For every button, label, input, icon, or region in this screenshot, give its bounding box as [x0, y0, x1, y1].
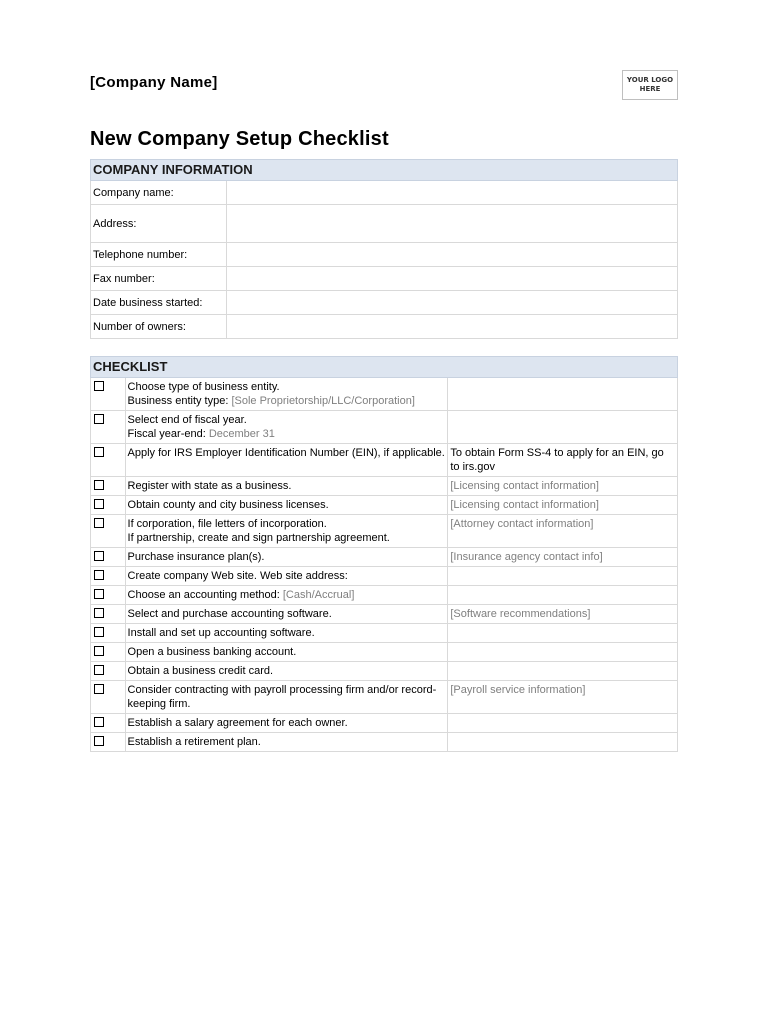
task-text: Consider contracting with payroll processing firm and/or record-keeping firm.	[127, 684, 437, 710]
task-detail-label: If partnership, create and sign partnership agreement.	[127, 532, 390, 544]
task-line	[128, 550, 446, 564]
task-line	[128, 446, 446, 460]
task-placeholder-text[interactable]: [Cash/Accrual]	[282, 589, 355, 601]
checkbox-cell	[91, 643, 126, 662]
task-cell	[125, 586, 448, 605]
checkbox-cell	[91, 714, 126, 733]
checkbox-cell	[91, 662, 126, 681]
checklist-row	[91, 586, 678, 605]
checkbox-cell	[91, 444, 126, 477]
checklist-section-title: CHECKLIST	[91, 357, 678, 378]
task-cell	[125, 681, 448, 714]
task-checkbox[interactable]	[94, 717, 104, 727]
checklist-row	[91, 643, 678, 662]
company-info-value-field[interactable]	[227, 267, 678, 291]
checklist-row	[91, 411, 678, 444]
task-cell	[125, 496, 448, 515]
company-info-row	[91, 315, 678, 339]
company-info-row	[91, 181, 678, 205]
task-checkbox[interactable]	[94, 608, 104, 618]
task-line	[128, 607, 446, 621]
company-info-label: Telephone number:	[91, 243, 227, 267]
company-info-row	[91, 205, 678, 243]
company-name-heading[interactable]: [Company Name]	[90, 74, 218, 91]
checkbox-cell	[91, 681, 126, 714]
task-text: Select end of fiscal year.	[127, 414, 247, 426]
task-text: Choose an accounting method:	[127, 589, 280, 601]
checklist-row	[91, 567, 678, 586]
checkbox-cell	[91, 515, 126, 548]
checkbox-cell	[91, 624, 126, 643]
task-line	[128, 664, 446, 678]
task-detail-value[interactable]: December 31	[208, 428, 275, 440]
task-cell	[125, 477, 448, 496]
task-note-cell[interactable]	[448, 714, 678, 733]
task-cell	[125, 714, 448, 733]
checklist-row	[91, 548, 678, 567]
company-info-row	[91, 291, 678, 315]
task-note-cell[interactable]	[448, 643, 678, 662]
checklist-row	[91, 496, 678, 515]
task-cell	[125, 643, 448, 662]
task-line	[128, 588, 446, 602]
task-cell	[125, 624, 448, 643]
checklist-row	[91, 714, 678, 733]
task-text: Establish a retirement plan.	[127, 736, 261, 748]
task-text: Choose type of business entity.	[127, 381, 280, 393]
checklist-row	[91, 733, 678, 752]
task-checkbox[interactable]	[94, 684, 104, 694]
company-info-label: Address:	[91, 205, 227, 243]
document-header	[90, 70, 678, 108]
task-note-cell[interactable]	[448, 586, 678, 605]
task-line	[128, 569, 446, 583]
task-text: Install and set up accounting software.	[127, 627, 315, 639]
company-info-label: Number of owners:	[91, 315, 227, 339]
checklist-row	[91, 477, 678, 496]
task-checkbox[interactable]	[94, 570, 104, 580]
checklist-row	[91, 605, 678, 624]
task-note-cell[interactable]	[448, 624, 678, 643]
task-detail-label: Business entity type:	[127, 395, 229, 407]
task-line	[128, 413, 446, 427]
checklist-row	[91, 662, 678, 681]
task-note-cell[interactable]	[448, 411, 678, 444]
task-checkbox[interactable]	[94, 480, 104, 490]
task-note-cell[interactable]: [Payroll service information]	[448, 681, 678, 714]
task-line	[128, 716, 446, 730]
task-note-cell[interactable]: [Licensing contact information]	[448, 496, 678, 515]
checkbox-cell	[91, 411, 126, 444]
logo-placeholder[interactable]: YOUR LOGO HERE	[622, 70, 678, 100]
checkbox-cell	[91, 477, 126, 496]
checkbox-cell	[91, 548, 126, 567]
task-text: Apply for IRS Employer Identification Number (EIN), if applicable.	[127, 447, 445, 459]
task-checkbox[interactable]	[94, 414, 104, 424]
task-text: Establish a salary agreement for each owner.	[127, 717, 348, 729]
task-cell	[125, 605, 448, 624]
task-note-cell[interactable]: To obtain Form SS-4 to apply for an EIN, go to irs.gov	[448, 444, 678, 477]
checklist-row	[91, 681, 678, 714]
checklist-row	[91, 515, 678, 548]
task-note-cell[interactable]	[448, 662, 678, 681]
task-detail-line	[128, 531, 446, 545]
company-info-label: Date business started:	[91, 291, 227, 315]
checkbox-cell	[91, 586, 126, 605]
task-detail-label: Fiscal year-end:	[127, 428, 206, 440]
task-text: Select and purchase accounting software.	[127, 608, 332, 620]
checkbox-cell	[91, 567, 126, 586]
task-text: Register with state as a business.	[127, 480, 292, 492]
task-checkbox[interactable]	[94, 551, 104, 561]
task-checkbox[interactable]	[94, 589, 104, 599]
task-checkbox[interactable]	[94, 447, 104, 457]
company-info-row	[91, 243, 678, 267]
task-line	[128, 479, 446, 493]
task-detail-line	[128, 394, 446, 408]
checklist-table	[90, 356, 678, 752]
task-detail-line	[128, 427, 446, 441]
checkbox-cell	[91, 605, 126, 624]
task-text: Obtain county and city business licenses.	[127, 499, 329, 511]
task-text: Create company Web site. Web site address:	[127, 570, 348, 582]
checkbox-cell	[91, 733, 126, 752]
task-cell	[125, 662, 448, 681]
company-info-value-field[interactable]	[227, 181, 678, 205]
task-cell	[125, 733, 448, 752]
task-text: Purchase insurance plan(s).	[127, 551, 265, 563]
task-cell	[125, 515, 448, 548]
company-info-row	[91, 267, 678, 291]
task-checkbox[interactable]	[94, 518, 104, 528]
task-checkbox[interactable]	[94, 381, 104, 391]
task-cell	[125, 444, 448, 477]
task-note-cell[interactable]: [Attorney contact information]	[448, 515, 678, 548]
task-line	[128, 380, 446, 394]
company-information-table	[90, 159, 678, 339]
task-checkbox[interactable]	[94, 736, 104, 746]
checklist-row	[91, 624, 678, 643]
task-note-cell[interactable]	[448, 567, 678, 586]
checklist-row	[91, 378, 678, 411]
checklist-header-row	[91, 357, 678, 378]
company-info-label: Fax number:	[91, 267, 227, 291]
checklist-row	[91, 444, 678, 477]
page-title: New Company Setup Checklist	[90, 128, 389, 150]
task-text: Obtain a business credit card.	[127, 665, 274, 677]
company-info-value-field[interactable]	[227, 291, 678, 315]
task-text: If corporation, file letters of incorporation.	[127, 518, 327, 530]
task-checkbox[interactable]	[94, 499, 104, 509]
checkbox-cell	[91, 378, 126, 411]
task-cell	[125, 548, 448, 567]
task-checkbox[interactable]	[94, 646, 104, 656]
task-line	[128, 683, 446, 711]
task-note-cell[interactable]	[448, 733, 678, 752]
task-detail-value[interactable]: [Sole Proprietorship/LLC/Corporation]	[231, 395, 415, 407]
task-checkbox[interactable]	[94, 627, 104, 637]
task-line	[128, 498, 446, 512]
task-note-cell[interactable]: [Licensing contact information]	[448, 477, 678, 496]
task-note-cell[interactable]	[448, 378, 678, 411]
task-line	[128, 517, 446, 531]
task-line	[128, 626, 446, 640]
task-cell	[125, 567, 448, 586]
task-checkbox[interactable]	[94, 665, 104, 675]
task-note-cell[interactable]: [Software recommendations]	[448, 605, 678, 624]
company-info-value-field[interactable]	[227, 243, 678, 267]
company-info-label: Company name:	[91, 181, 227, 205]
task-text: Open a business banking account.	[127, 646, 297, 658]
company-info-value-field[interactable]	[227, 205, 678, 243]
checkbox-cell	[91, 496, 126, 515]
task-cell	[125, 411, 448, 444]
company-information-header-row	[91, 160, 678, 181]
company-info-value-field[interactable]	[227, 315, 678, 339]
task-line	[128, 735, 446, 749]
company-information-section-title: COMPANY INFORMATION	[91, 160, 678, 181]
task-line	[128, 645, 446, 659]
task-note-cell[interactable]: [Insurance agency contact info]	[448, 548, 678, 567]
task-cell	[125, 378, 448, 411]
